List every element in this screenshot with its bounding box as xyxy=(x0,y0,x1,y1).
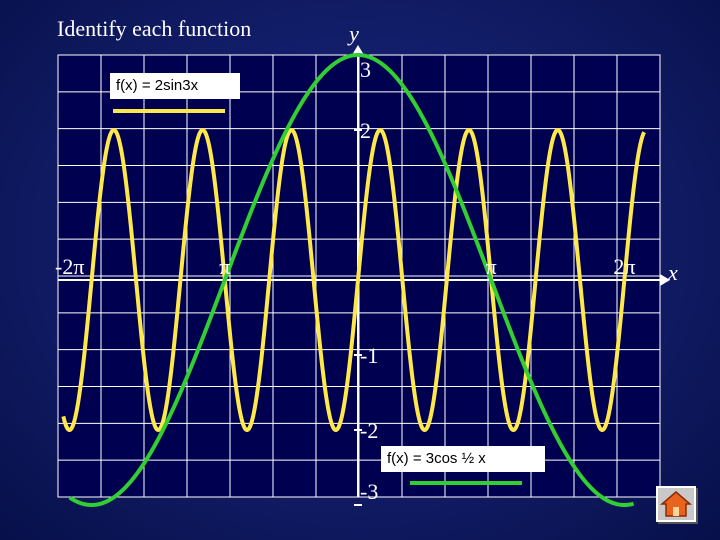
y-tick-label: 3 xyxy=(360,57,371,82)
x-axis-label: x xyxy=(668,260,678,285)
legend-label-sin: f(x) = 2sin3x xyxy=(110,73,240,99)
chart-title: Identify each function xyxy=(57,16,252,41)
y-tick-label: -3 xyxy=(360,479,379,504)
x-tick-label: -2π xyxy=(55,254,85,279)
y-tick-label: 2 xyxy=(360,118,371,143)
home-button[interactable] xyxy=(656,486,696,522)
y-tick-label: -2 xyxy=(360,418,379,443)
x-tick-label: π xyxy=(219,254,231,279)
legend-swatch-sin xyxy=(113,109,225,113)
y-tick-label: -1 xyxy=(360,343,379,368)
y-axis-label: y xyxy=(349,21,359,46)
legend-label-cos: f(x) = 3cos ½ x xyxy=(381,446,545,472)
home-icon xyxy=(658,488,694,520)
x-tick-label: π xyxy=(485,254,497,279)
x-tick-label: 2π xyxy=(613,254,636,279)
legend-swatch-cos xyxy=(410,481,522,485)
